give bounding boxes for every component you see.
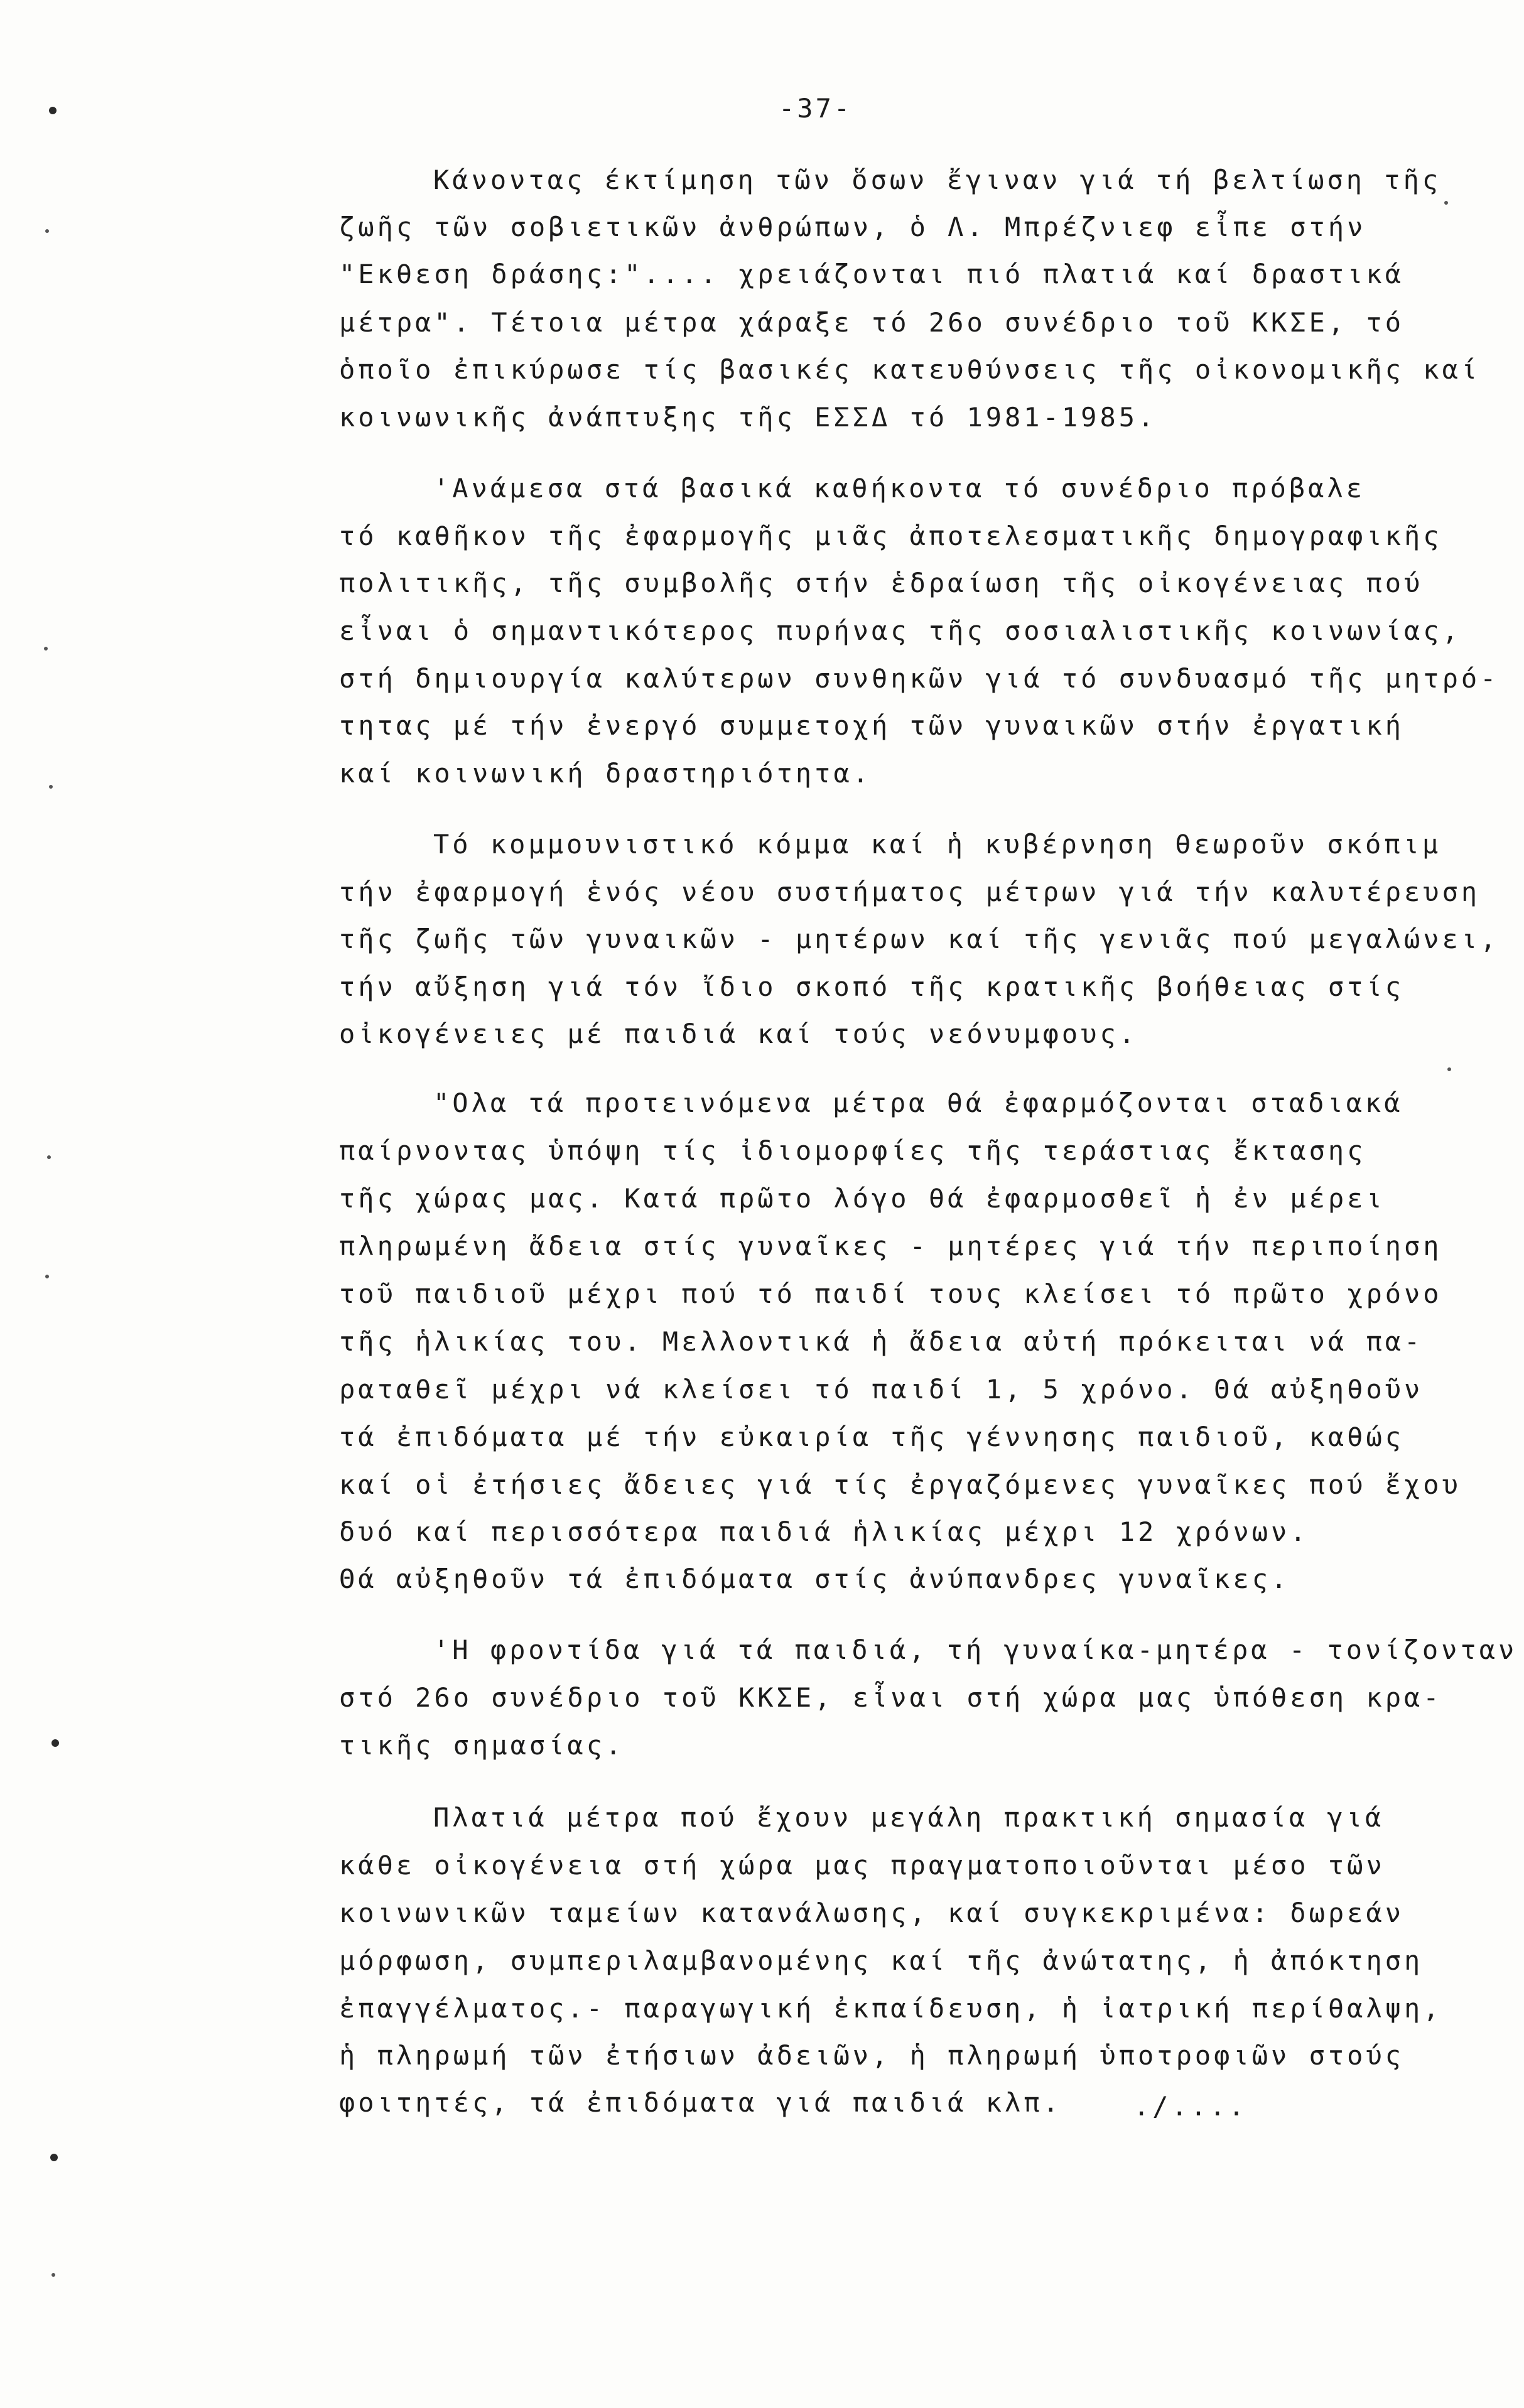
text-line: κάθε οἰκογένεια στή χώρα μας πραγματοποιοῦνται μέσο τῶν: [339, 1850, 1385, 1881]
text-line: ραταθεῖ μέχρι νά κλείσει τό παιδί 1, 5 χρόνο. Θά αὐξηθοῦν: [339, 1374, 1424, 1405]
text-line: τό καθῆκον τῆς ἐφαρμογῆς μιᾶς ἀποτελεσματικῆς δημογραφικῆς: [339, 521, 1442, 551]
text-line: στό 26ο συνέδριο τοῦ ΚΚΣΕ, εἶναι στή χώρα μας ὑπόθεση κρα-: [339, 1682, 1442, 1713]
page-number: -37-: [779, 93, 853, 124]
text-line: καί κοινωνική δραστηριότητα.: [339, 758, 872, 789]
text-line: Τό κομμουνιστικό κόμμα καί ἡ κυβέρνηση θεωροῦν σκόπιμ: [433, 829, 1442, 860]
text-line: τήν αὔξηση γιά τόν ἴδιο σκοπό τῆς κρατικῆς βοήθειας στίς: [339, 971, 1405, 1002]
text-line: πολιτικῆς, τῆς συμβολῆς στήν ἑδραίωση τῆς οἰκογένειας πού: [339, 568, 1424, 598]
scan-speck: [1444, 201, 1448, 205]
text-line: 'Ανάμεσα στά βασικά καθήκοντα τό συνέδριο πρόβαλε: [433, 473, 1366, 504]
text-line: τήν ἐφαρμογή ἑνός νέου συστήματος μέτρων γιά τήν καλυτέρευση: [339, 877, 1481, 907]
text-line: Πλατιά μέτρα πού ἔχουν μεγάλη πρακτική σημασία γιά: [433, 1802, 1385, 1833]
text-line: στή δημιουργία καλύτερων συνθηκῶν γιά τό συνδυασμό τῆς μητρό-: [339, 663, 1500, 694]
text-line: Κάνοντας έκτίμηση τῶν ὅσων ἔγιναν γιά τή βελτίωση τῆς: [433, 165, 1442, 195]
text-line: οἰκογένειες μέ παιδιά καί τούς νεόνυμφους.: [339, 1018, 1138, 1049]
text-line: μέτρα". Τέτοια μέτρα χάραξε τό 26ο συνέδριο τοῦ ΚΚΣΕ, τό: [339, 307, 1405, 338]
text-line: ζωῆς τῶν σοβιετικῶν ἀνθρώπων, ὁ Λ. Μπρέζνιεφ εἶπε στήν: [339, 212, 1366, 242]
text-line: 'Η φροντίδα γιά τά παιδιά, τή γυναίκα-μητέρα - τονίζονταν: [433, 1634, 1518, 1665]
text-line: τικῆς σημασίας.: [339, 1730, 625, 1761]
scan-speck: [1447, 1067, 1451, 1071]
scan-speck: [51, 2273, 55, 2277]
text-line: τά ἐπιδόματα μέ τήν εὐκαιρία τῆς γέννησης παιδιοῦ, καθώς: [339, 1422, 1405, 1452]
text-line: τητας μέ τήν ἐνεργό συμμετοχή τῶν γυναικῶν στήν ἐργατική: [339, 710, 1405, 741]
scan-speck: [45, 229, 49, 233]
text-line: "Ολα τά προτεινόμενα μέτρα θά ἐφαρμόζονται σταδιακά: [433, 1088, 1403, 1118]
scan-speck: [45, 1275, 49, 1278]
text-line: τῆς χώρας μας. Κατά πρῶτο λόγο θά ἐφαρμοσθεῖ ἡ ἐν μέρει: [339, 1183, 1385, 1214]
text-line: κοινωνικῶν ταμείων κατανάλωσης, καί συγκεκριμένα: δωρεάν: [339, 1898, 1405, 1928]
margin-mark: [50, 2154, 58, 2161]
text-line: τοῦ παιδιοῦ μέχρι πού τό παιδί τους κλείσει τό πρῶτο χρόνο: [339, 1278, 1442, 1309]
text-line: Θά αὐξηθοῦν τά ἐπιδόματα στίς ἀνύπανδρες γυναῖκες.: [339, 1563, 1290, 1594]
text-line: τῆς ἡλικίας του. Μελλοντικά ἡ ἄδεια αὐτή πρόκειται νά πα-: [339, 1326, 1424, 1357]
scan-speck: [47, 1155, 51, 1159]
margin-mark: [49, 107, 57, 114]
text-line: κοινωνικῆς ἀνάπτυξης τῆς ΕΣΣΔ τό 1981-1985.: [339, 402, 1157, 433]
text-line: μόρφωση, συμπεριλαμβανομένης καί τῆς ἀνώτατης, ἡ ἀπόκτηση: [339, 1945, 1424, 1976]
text-line: ἡ πληρωμή τῶν ἐτήσιων ἀδειῶν, ἡ πληρωμή ὑποτροφιῶν στούς: [339, 2040, 1405, 2071]
text-line: πληρωμένη ἄδεια στίς γυναῖκες - μητέρες γιά τήν περιποίηση: [339, 1231, 1442, 1261]
continuation-mark: ./....: [1133, 2091, 1248, 2122]
text-line: τῆς ζωῆς τῶν γυναικῶν - μητέρων καί τῆς γενιᾶς πού μεγαλώνει,: [339, 924, 1500, 954]
text-line: δυό καί περισσότερα παιδιά ἡλικίας μέχρι 12 χρόνων.: [339, 1516, 1309, 1547]
text-line: καί οἱ ἐτήσιες ἄδειες γιά τίς ἐργαζόμενες γυναῖκες πού ἔχου: [339, 1469, 1461, 1500]
text-line: ὁποῖο ἐπικύρωσε τίς βασικές κατευθύνσεις τῆς οἰκονομικῆς καί: [339, 354, 1481, 385]
text-line: εἶναι ὁ σημαντικότερος πυρήνας τῆς σοσιαλιστικῆς κοινωνίας,: [339, 615, 1461, 646]
text-line: ἐπαγγέλματος.- παραγωγική ἐκπαίδευση, ἡ ἰατρική περίθαλψη,: [339, 1993, 1442, 2024]
text-line: φοιτητές, τά ἐπιδόματα γιά παιδιά κλπ.: [339, 2087, 1062, 2118]
margin-mark: [51, 1739, 59, 1747]
scan-speck: [49, 785, 53, 789]
text-line: "Εκθεση δράσης:".... χρειάζονται πιό πλατιά καί δραστικά: [339, 259, 1405, 289]
scan-speck: [44, 647, 48, 651]
text-line: παίρνοντας ὑπόψη τίς ἰδιομορφίες τῆς τεράστιας ἔκτασης: [339, 1135, 1366, 1166]
